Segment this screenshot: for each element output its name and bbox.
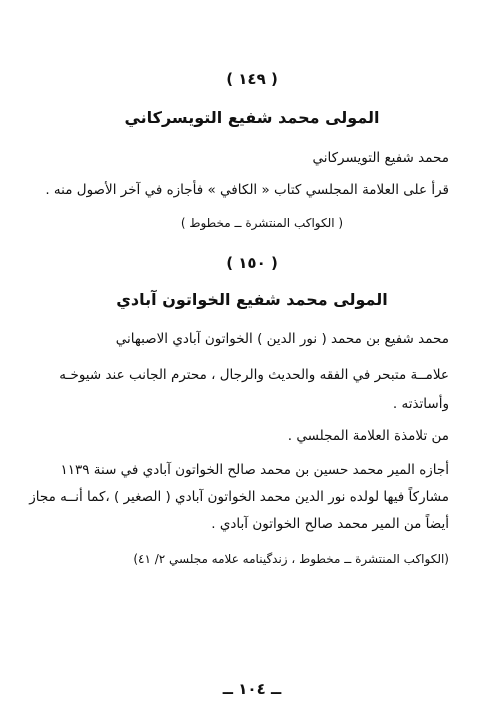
entry-149-number: ( ١٤٩ ) <box>226 70 278 88</box>
entry-149-source: ( الكواكب المنتشرة ــ مخطوط ) <box>180 216 344 230</box>
entry-150-text-line-3: من تلامذة العلامة المجلسي . <box>287 428 449 444</box>
entry-150-title: المولى محمد شفيع الخواتون آبادي <box>116 290 388 309</box>
entry-150-text-line-5: مشاركاً فيها لولده نور الدين محمد الخواتون آبادي ( الصغير ) ،كما أنــه مجاز <box>29 489 449 505</box>
entry-149-name: محمد شفيع التويسركاني <box>312 150 449 166</box>
page-number: ــ ١٠٤ ــ <box>222 680 282 698</box>
entry-150-number: ( ١٥٠ ) <box>226 254 278 272</box>
entry-150-text-line-1: علامــة متبحر في الفقه والحديث والرجال ، محترم الجانب عند شيوخـه <box>59 367 449 383</box>
entry-150-text-line-4: أجازه المير محمد حسين بن محمد صالح الخواتون آبادي في سنة ١١٣٩ <box>60 462 449 478</box>
entry-149-text: قرأ على العلامة المجلسي كتاب « الكافي » فأجازه في آخر الأصول منه . <box>45 182 449 198</box>
entry-150-source: (الكواكب المنتشرة ــ مخطوط ، زندگينامه علامه مجلسي ٢/ ٤١) <box>133 552 449 566</box>
entry-149-title: المولى محمد شفيع التويسركاني <box>124 108 380 127</box>
entry-150-text-line-2: وأساتذته . <box>392 396 449 412</box>
entry-150-name: محمد شفيع بن محمد ( نور الدين ) الخواتون آبادي الاصبهاني <box>115 331 449 347</box>
entry-150-text-line-6: أيضاً من المير محمد صالح الخواتون آبادي . <box>211 516 449 532</box>
